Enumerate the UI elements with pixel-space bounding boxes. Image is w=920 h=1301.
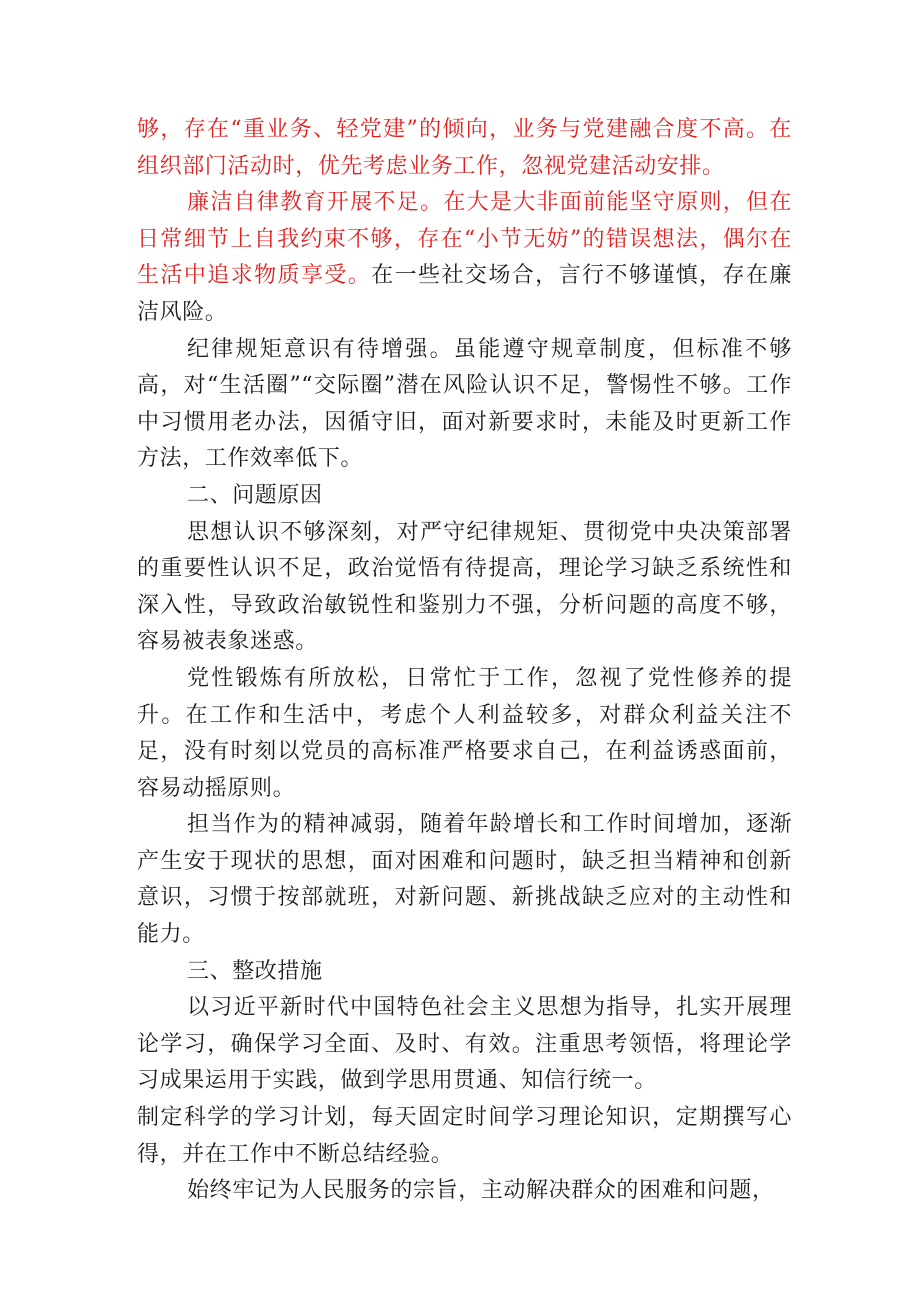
paragraph-integrity-red-text: 廉洁自律教育开展不足。在大是大非面前能坚守原则，但在日常细节上自我约束不够，存在“小节无妨”的错误想法，偶尔在生活中追求物质享受。 (137, 190, 792, 289)
paragraph-integrity-text: 在一些社交场合，言行不够谨慎，存在廉洁风险。 (137, 263, 792, 325)
section-heading-measures: 三、整改措施 (187, 958, 323, 984)
paragraph-measure-theory: 以习近平新时代中国特色社会主义思想为指导，扎实开展理论学习，确保学习全面、及时、有效。注重思考领悟，将理论学习成果运用于实践，做到学思用贯通、知信行统一。 (137, 995, 792, 1094)
paragraph-cause-party-spirit: 党性锻炼有所放松，日常忙于工作，忽视了党性修养的提升。在工作和生活中，考虑个人利益较多，对群众利益关注不足，没有时刻以党员的高标准严格要求自己，在利益诱惑面前，容易动摇原则。 (137, 665, 792, 801)
paragraph-party-building-text: 够，存在“重业务、轻党建”的倾向，业务与党建融合度不高。在组织部门活动时，优先考虑业务工作，忽视党建活动安排。 (137, 117, 792, 179)
paragraph-discipline-text: 纪律规矩意识有待增强。虽能遵守规章制度，但标准不够高，对“生活圈”“交际圈”潜在风险认识不足，警惕性不够。工作中习惯用老办法，因循守旧，面对新要求时，未能及时更新工作方法，工作效率低下。 (137, 336, 792, 472)
paragraph-discipline (137, 332, 792, 478)
paragraph-integrity (137, 185, 792, 331)
paragraph-party-building (137, 112, 792, 185)
document-body (137, 112, 792, 1210)
paragraph-measure-service: 始终牢记为人民服务的宗旨，主动解决群众的困难和问题， (187, 1178, 775, 1204)
section-heading-causes: 二、问题原因 (187, 482, 323, 508)
paragraph-cause-responsibility: 担当作为的精神减弱，随着年龄增长和工作时间增加，逐渐产生安于现状的思想，面对困难和问题时，缺乏担当精神和创新意识，习惯于按部就班，对新问题、新挑战缺乏应对的主动性和能力。 (137, 812, 792, 948)
paragraph-cause-thinking: 思想认识不够深刻，对严守纪律规矩、贯彻党中央决策部署的重要性认识不足，政治觉悟有待提高，理论学习缺乏系统性和深入性，导致政治敏锐性和鉴别力不强，分析问题的高度不够，容易被表象迷惑。 (137, 519, 792, 655)
paragraph-measure-plan: 制定科学的学习计划，每天固定时间学习理论知识，定期撰写心得，并在工作中不断总结经验。 (137, 1105, 792, 1167)
